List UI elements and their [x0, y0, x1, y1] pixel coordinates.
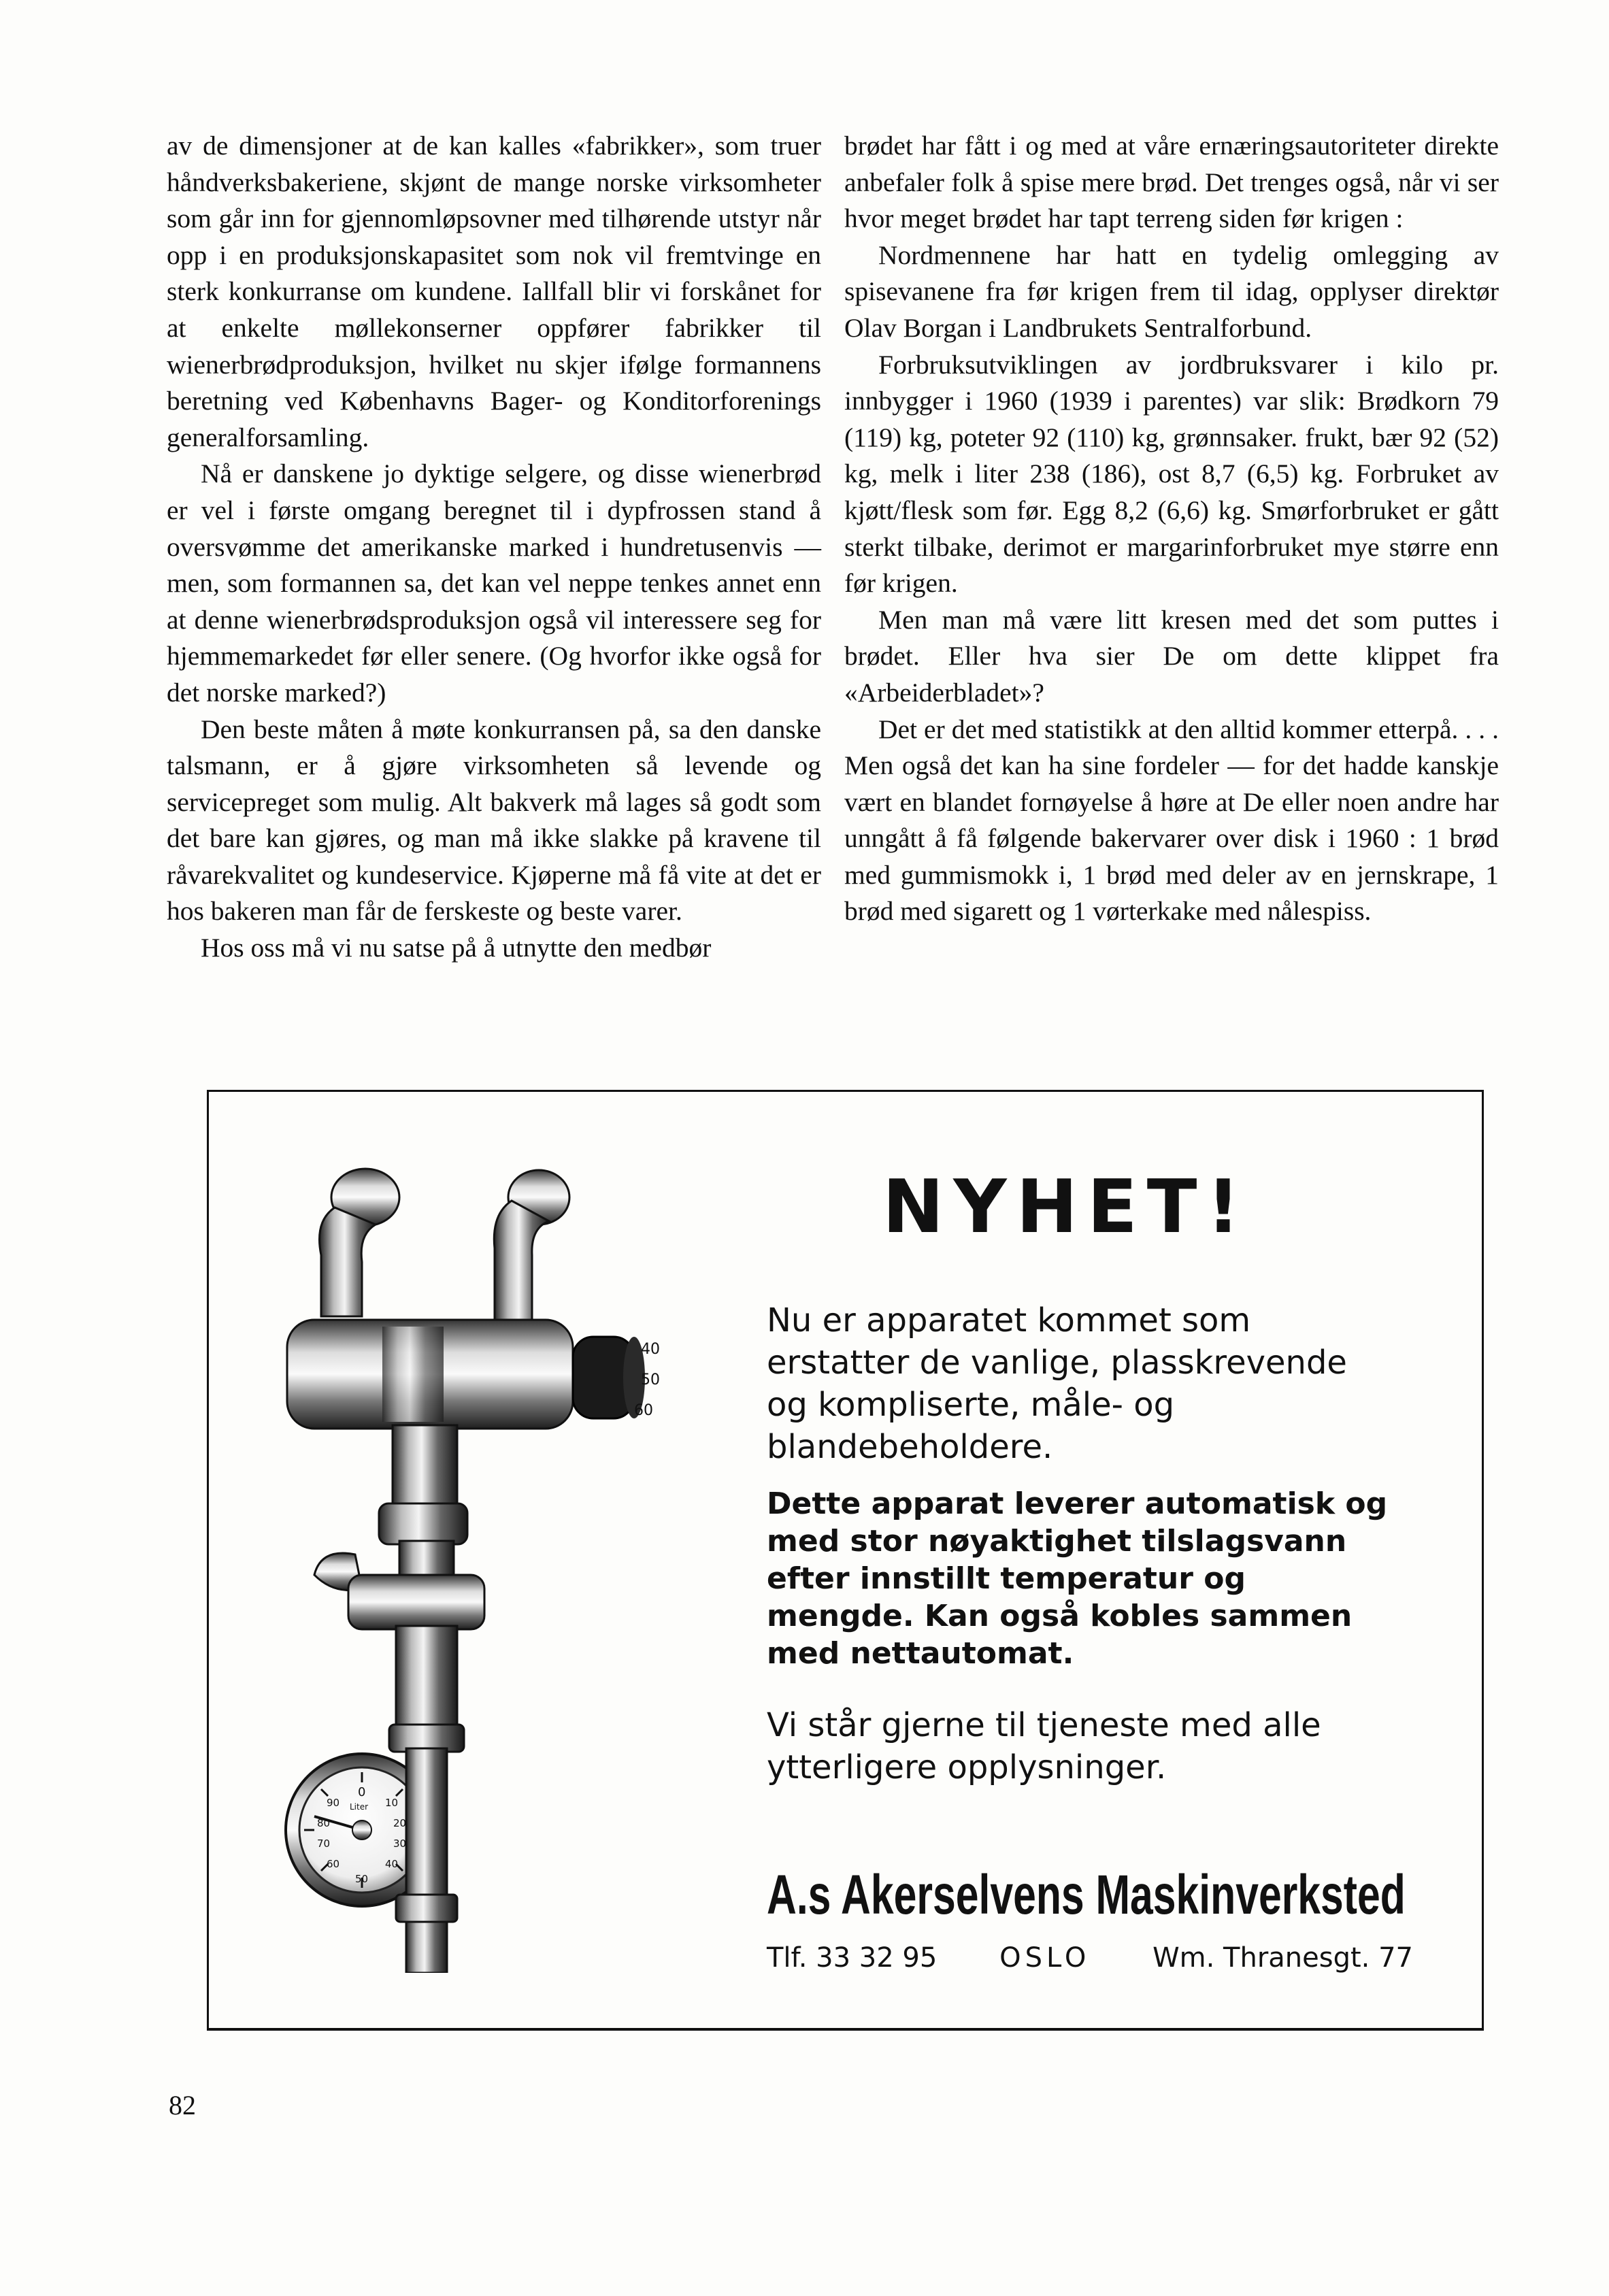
ad-headline: NYHET!	[882, 1165, 1250, 1250]
ad-bold-text: Dette apparat leverer automatisk og med stor nøyaktighet tilslagsvann efter innstillt temperatur og mengde. Kan også kobles sammen med nettautomat.	[767, 1486, 1388, 1671]
meter-mark-20: 20	[393, 1817, 407, 1829]
outlet-column	[393, 1425, 457, 1507]
meter-mark-60: 60	[327, 1858, 340, 1870]
dial-mark-50: 50	[641, 1371, 660, 1388]
left-column-paragraph: Nå er danskene jo dyktige selgere, og disse wienerbrød er vel i første omgang beregnet til i dypfrossen stand å oversvømme det amerikanske marked i hundretusenvis — men, som formannen sa, det kan vel neppe tenkes annet enn at denne wienerbrødsproduksjon også vil interessere seg for hjemmemarkedet før eller senere. (Og hvorfor ikke også for det norske marked?)	[167, 459, 821, 708]
page-number: 82	[169, 2090, 196, 2120]
meter-mark-0: 0	[358, 1785, 366, 1799]
outlet-pipe	[406, 1748, 447, 1973]
right-column-paragraph: Men man må være litt kresen med det som puttes i brødet. Eller hva sier De om dette klippet fra «Arbeiderbladet»?	[844, 604, 1499, 708]
advertisement	[207, 1090, 1484, 2031]
phone-number: Tlf. 33 32 95	[767, 1942, 938, 1974]
dial-mark-60: 60	[634, 1402, 653, 1419]
ad-text-area	[746, 1092, 1454, 2028]
right-column-paragraph: Det er det med statistikk at den alltid kommer etterpå. . . . Men også det kan ha sine fordeler — for det hadde kanskje vært en blandet fornøyelse å høre at De eller noen andre har unngått å få følgende bakervarer over disk i 1960 : 1 brød med gummismokk i, 1 brød med deler av en jernskrape, 1 brød med sigarett og 1 vørterkake med nålespiss.	[844, 714, 1499, 927]
left-column-paragraph: Hos oss må vi nu satse på å utnytte den medbør	[201, 933, 712, 963]
contact-line	[767, 1941, 1413, 1975]
meter-mark-70: 70	[317, 1837, 331, 1850]
meter-mark-40: 40	[385, 1858, 399, 1870]
meter-mark-30: 30	[393, 1837, 407, 1850]
dial-mark-40: 40	[641, 1341, 660, 1358]
meter-label: Liter	[350, 1802, 369, 1812]
meter-mark-10: 10	[385, 1797, 399, 1809]
ad-intro: Nu er apparatet kommet som erstatter de vanlige, plasskrevende og kompliserte, måle- og blandebeholdere.	[767, 1301, 1347, 1466]
mixing-valve-photo	[273, 1160, 685, 1973]
left-column	[167, 128, 821, 967]
right-column-paragraph: Forbruksutviklingen av jordbruksvarer i kilo pr. innbygger i 1960 (1939 i parentes) var slik: Brødkorn 79 (119) kg, poteter 92 (110) kg, grønnsaker. frukt, bær 92 (52) kg, melk i liter 238 (186), ost 8,7 (6,5) kg. Forbruket av kjøtt/flesk som før. Egg 8,2 (6,6) kg. Smørforbruket er gått sterkt tilbake, derimot er margarinforbruket mye større enn før krigen.	[844, 349, 1499, 599]
city: OSLO	[999, 1942, 1091, 1974]
meter-mark-80: 80	[317, 1817, 331, 1829]
company-name: A.s Akerselvens Maskinverksted	[767, 1864, 1406, 1926]
right-column	[844, 128, 1499, 930]
left-column-paragraph: av de dimensjoner at de kan kalles «fabrikker», som truer håndverksbakeriene, skjønt de mange norske virksomheter som går inn for gjennomløpsovner med tilhørende utstyr når opp i en produksjonskapasitet som nok vil fremtvinge en sterk konkurranse om kundene. Iallfall blir vi forskånet for at enkelte møllekonserner oppfører fabrikker til wienerbrødproduksjon, hvilket nu skjer ifølge formannens beretning ved Københavns Bager- og Konditorforenings generalforsamling.	[167, 131, 821, 452]
right-column-paragraph: Nordmennene har hatt en tydelig omlegging av spisevanene fra før krigen frem til idag, opplyser direktør Olav Borgan i Landbrukets Sentralforbund.	[844, 239, 1499, 343]
right-column-paragraph: brødet har fått i og med at våre ernæringsautoriteter direkte anbefaler folk å spise mere brød. Det trenges også, når vi ser hvor meget brødet har tapt terreng siden før krigen :	[844, 131, 1499, 234]
meter-mark-90: 90	[327, 1797, 340, 1809]
street-address: Wm. Thranesgt. 77	[1152, 1942, 1413, 1974]
left-column-paragraph: Den beste måten å møte konkurransen på, sa den danske talsmann, er å gjøre virksomheten så levende og servicepreget som mulig. Alt bakverk må lages så godt som det bare kan gjøres, og man må ikke slakke på kravene til råvarekvalitet og kundeservice. Kjøperne må få vite at det er hos bakeren man får de ferskeste og beste varer.	[167, 714, 821, 927]
meter-mark-50: 50	[355, 1873, 369, 1885]
ad-closing: Vi står gjerne til tjeneste med alle ytterligere opplysninger.	[767, 1706, 1321, 1786]
